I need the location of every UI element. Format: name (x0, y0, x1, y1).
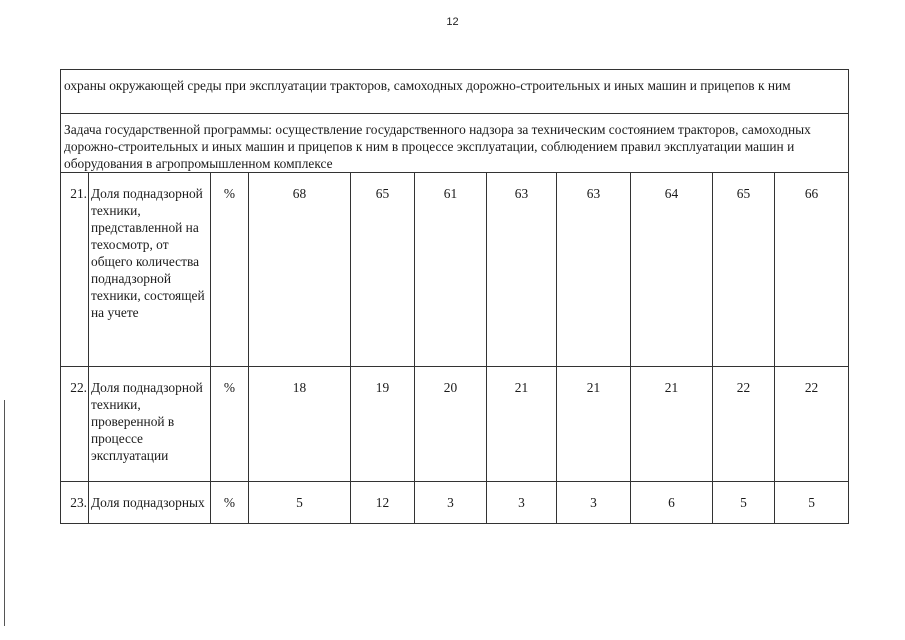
value-cell: 63 (557, 173, 631, 367)
section-row (61, 114, 849, 173)
value-cell: 21 (487, 367, 557, 482)
value-cell: 64 (631, 173, 713, 367)
value-cell: 22 (713, 367, 775, 482)
section-row (61, 70, 849, 114)
value-cell: 65 (351, 173, 415, 367)
table-row (61, 173, 849, 367)
value-cell: 3 (415, 482, 487, 524)
value-cell: 63 (487, 173, 557, 367)
value-cell: 12 (351, 482, 415, 524)
value-cell: 66 (775, 173, 849, 367)
value-cell: 65 (713, 173, 775, 367)
value-cell: 68 (249, 173, 351, 367)
page-number: 12 (446, 16, 459, 28)
value-cell: 20 (415, 367, 487, 482)
value-cell: 6 (631, 482, 713, 524)
value-cell: 61 (415, 173, 487, 367)
value-cell: 19 (351, 367, 415, 482)
section-text: охраны окружающей среды при эксплуатации тракторов, самоходных дорожно-строительных и иных машин и прицепов к ним (61, 70, 849, 114)
indicator-name: Доля поднадзорной техники, проверенной в процессе эксплуатации (89, 367, 211, 482)
scan-edge-line (4, 400, 5, 626)
table-row (61, 367, 849, 482)
value-cell: 21 (557, 367, 631, 482)
indicator-name: Доля поднадзорной техники, представленной на техосмотр, от общего количества поднадзорной техники, состоящей на учете (89, 173, 211, 367)
value-cell: 3 (557, 482, 631, 524)
section-task-text: Задача государственной программы: осуществление государственного надзора за техническим состоянием тракторов, самоходных дорожно-строительных и иных машин и прицепов к ним в процессе эксплуатации, соблюдением правил эксплуатации машин и оборудования в агропромышленном комплексе (61, 114, 849, 173)
value-cell: 18 (249, 367, 351, 482)
value-cell: 5 (713, 482, 775, 524)
value-cell: 22 (775, 367, 849, 482)
value-cell: 5 (775, 482, 849, 524)
indicator-name: Доля поднадзорных (89, 482, 211, 524)
unit-cell: % (211, 367, 249, 482)
row-number: 22. (61, 367, 89, 482)
unit-cell: % (211, 482, 249, 524)
value-cell: 5 (249, 482, 351, 524)
row-number: 21. (61, 173, 89, 367)
value-cell: 3 (487, 482, 557, 524)
unit-cell: % (211, 173, 249, 367)
table-row (61, 482, 849, 524)
row-number: 23. (61, 482, 89, 524)
indicators-table (60, 69, 849, 524)
value-cell: 21 (631, 367, 713, 482)
